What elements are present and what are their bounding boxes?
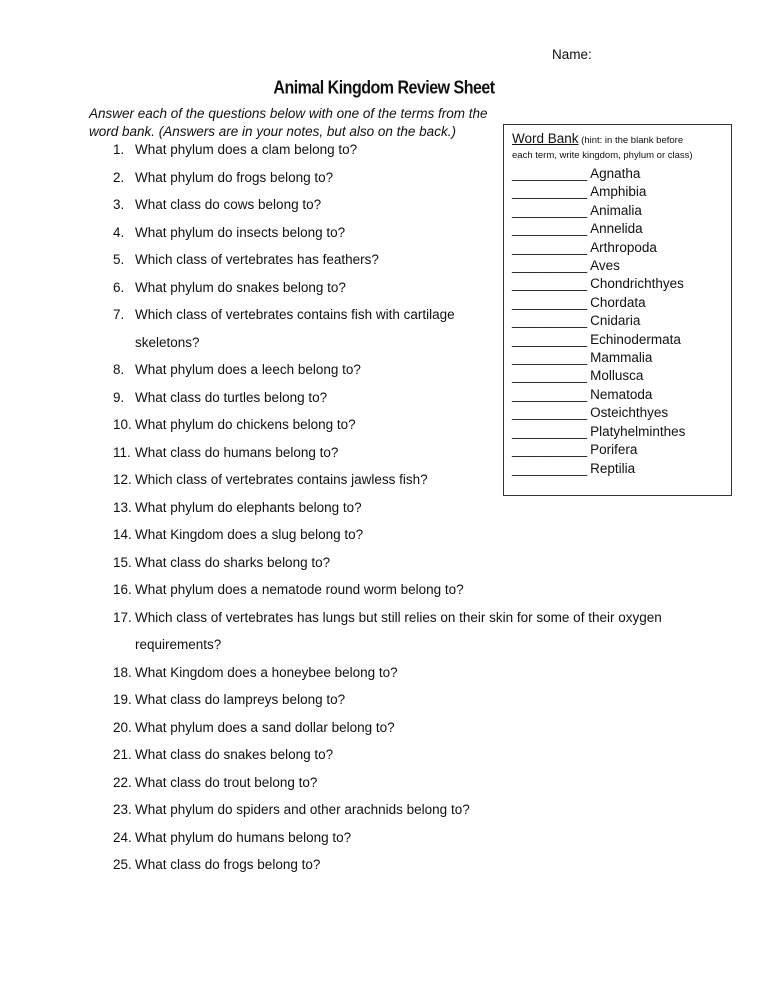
- question-number: 8.: [113, 362, 125, 377]
- question-text: Which class of vertebrates contains fish with cartilage: [135, 307, 455, 322]
- question-item: [113, 521, 662, 549]
- word-bank-term: [512, 183, 731, 201]
- term-label: Animalia: [590, 202, 642, 218]
- answer-blank: __________: [512, 442, 588, 458]
- question-text: What phylum does a clam belong to?: [135, 142, 358, 157]
- answer-blank: __________: [512, 294, 588, 310]
- answer-blank: __________: [512, 331, 588, 347]
- answer-blank: __________: [512, 258, 588, 274]
- question-number: 1.: [113, 142, 125, 157]
- question-text: What class do frogs belong to?: [135, 857, 321, 872]
- question-number: 3.: [113, 197, 125, 212]
- question-number: 14.: [113, 527, 132, 542]
- question-text: What class do snakes belong to?: [135, 747, 334, 762]
- answer-blank: __________: [512, 166, 588, 181]
- question-text: What phylum does a sand dollar belong to?: [135, 719, 395, 735]
- question-text: What phylum do insects belong to?: [135, 224, 346, 240]
- term-label: Chondrichthyes: [590, 276, 684, 292]
- answer-blank: __________: [512, 405, 588, 421]
- question-item: [113, 824, 662, 852]
- answer-blank: __________: [512, 184, 588, 200]
- question-number: 7.: [113, 307, 125, 322]
- question-number: 18.: [113, 664, 132, 680]
- question-number: 25.: [113, 857, 132, 872]
- answer-blank: __________: [512, 350, 588, 366]
- question-item: [113, 741, 662, 769]
- answer-blank: __________: [512, 460, 588, 476]
- answer-blank: __________: [512, 313, 588, 329]
- answer-blank: __________: [512, 423, 588, 439]
- question-text: What class do humans belong to?: [135, 444, 339, 460]
- question-number: 15.: [113, 554, 132, 570]
- answer-blank: __________: [512, 368, 588, 384]
- question-item: [113, 851, 662, 879]
- question-item: [113, 686, 662, 714]
- word-bank-term: [512, 312, 731, 330]
- word-bank-term: [512, 331, 731, 349]
- word-bank-hint: (hint: in the blank before: [578, 135, 684, 146]
- name-label: Name:: [552, 47, 592, 62]
- term-label: Aves: [590, 258, 620, 274]
- term-label: Echinodermata: [590, 331, 681, 347]
- question-number: 20.: [113, 719, 132, 735]
- answer-blank: __________: [512, 386, 588, 402]
- question-number: 17.: [113, 609, 132, 625]
- term-label: Cnidaria: [590, 313, 641, 329]
- word-bank-term: [512, 165, 731, 183]
- word-bank-list: [512, 165, 731, 478]
- question-number: 22.: [113, 774, 132, 790]
- page-title: Animal Kingdom Review Sheet: [273, 78, 495, 99]
- term-label: Annelida: [590, 221, 643, 237]
- term-label: Platyhelminthes: [590, 423, 686, 439]
- question-item: [113, 604, 662, 659]
- question-text: What class do cows belong to?: [135, 197, 322, 212]
- question-text: What phylum do humans belong to?: [135, 829, 352, 845]
- answer-blank: __________: [512, 239, 588, 255]
- word-bank-term: [512, 220, 731, 238]
- question-number: 13.: [113, 499, 132, 515]
- question-item: [113, 549, 662, 577]
- question-number: 4.: [113, 224, 125, 240]
- term-label: Chordata: [590, 294, 646, 310]
- question-text: What phylum does a nematode round worm belong to?: [135, 582, 464, 597]
- question-text: What Kingdom does a honeybee belong to?: [135, 664, 398, 680]
- question-number: 12.: [113, 472, 132, 487]
- term-label: Nematoda: [590, 386, 653, 402]
- question-text: What phylum do snakes belong to?: [135, 279, 346, 295]
- word-bank-term: [512, 202, 731, 220]
- question-text: Which class of vertebrates has lungs but still relies on their skin for some of their oxygen: [135, 609, 662, 625]
- question-number: 2.: [113, 169, 125, 185]
- term-label: Arthropoda: [590, 239, 657, 255]
- question-text: Which class of vertebrates contains jawless fish?: [135, 472, 428, 487]
- question-item: [113, 769, 662, 797]
- term-label: Porifera: [590, 442, 638, 458]
- word-bank-term: [512, 257, 731, 275]
- word-bank-term: [512, 423, 731, 441]
- word-bank-title: Word Bank: [512, 131, 579, 146]
- question-text: What phylum does a leech belong to?: [135, 362, 361, 377]
- question-number: 19.: [113, 692, 132, 707]
- word-bank-term: [512, 404, 731, 422]
- question-text: What Kingdom does a slug belong to?: [135, 527, 364, 542]
- word-bank-hint-cont: each term, write kingdom, phylum or class): [512, 150, 693, 161]
- question-text: What class do trout belong to?: [135, 774, 318, 790]
- word-bank-term: [512, 349, 731, 367]
- question-text: What class do lampreys belong to?: [135, 692, 346, 707]
- word-bank-term: [512, 275, 731, 293]
- question-text-cont: skeletons?: [135, 334, 200, 350]
- answer-blank: __________: [512, 221, 588, 237]
- question-number: 5.: [113, 252, 125, 267]
- word-bank-term: [512, 386, 731, 404]
- term-label: Mollusca: [590, 368, 644, 384]
- question-item: [113, 494, 662, 522]
- question-text: What class do sharks belong to?: [135, 554, 331, 570]
- question-number: 21.: [113, 747, 132, 762]
- question-text: What class do turtles belong to?: [135, 389, 328, 405]
- question-text: What phylum do frogs belong to?: [135, 169, 334, 185]
- answer-blank: __________: [512, 276, 588, 292]
- term-label: Agnatha: [590, 166, 641, 181]
- question-number: 24.: [113, 829, 132, 845]
- question-text: Which class of vertebrates has feathers?: [135, 252, 379, 267]
- question-text: What phylum do elephants belong to?: [135, 499, 362, 515]
- term-label: Mammalia: [590, 350, 653, 366]
- word-bank-box: [503, 124, 732, 496]
- question-text: What phylum do chickens belong to?: [135, 417, 356, 432]
- question-item: [113, 796, 662, 824]
- word-bank-term: [512, 239, 731, 257]
- word-bank-term: [512, 367, 731, 385]
- question-number: 6.: [113, 279, 125, 295]
- question-number: 16.: [113, 582, 132, 597]
- word-bank-term: [512, 294, 731, 312]
- question-number: 9.: [113, 389, 125, 405]
- term-label: Amphibia: [590, 184, 647, 200]
- word-bank-term: [512, 460, 731, 478]
- question-item: [113, 576, 662, 604]
- question-item: [113, 659, 662, 687]
- question-number: 11.: [113, 444, 131, 460]
- question-number: 23.: [113, 802, 132, 817]
- term-label: Reptilia: [590, 460, 636, 476]
- question-text: What phylum do spiders and other arachnids belong to?: [135, 802, 470, 817]
- question-item: [113, 714, 662, 742]
- term-label: Osteichthyes: [590, 405, 669, 421]
- instructions: Answer each of the questions below with one of the terms from the word bank. (Answers are in your notes, but also on the back.): [89, 106, 488, 139]
- question-text-cont: requirements?: [135, 637, 222, 652]
- question-number: 10.: [113, 417, 132, 432]
- answer-blank: __________: [512, 202, 588, 218]
- word-bank-term: [512, 441, 731, 459]
